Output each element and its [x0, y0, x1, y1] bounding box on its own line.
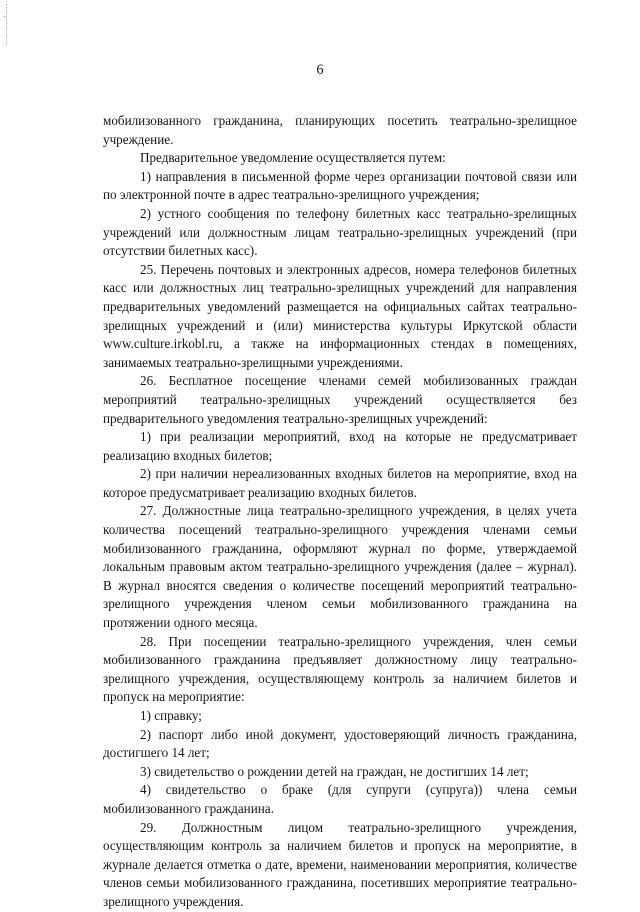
paragraph-clause-27: 27. Должностные лица театрально-зрелищного учреждения, в целях учета количества посещений театрально-зрелищного учреждения членами семьи мобилизованного гражданина, оформляют журнал по форме, утверждаемой локальным правовым актом театрально-зрелищного учреждения (далее – журнал). В журнал вносятся сведения о количестве посещений мероприятий театрально-зрелищного учреждения членом семьи мобилизованного гражданина на протяжении одного месяца. — [103, 503, 577, 631]
paragraph-clause-28-item-3: 3) свидетельство о рождении детей на граждан, не достигших 14 лет; — [140, 763, 529, 779]
paragraph-clause-26: 26. Бесплатное посещение членами семей мобилизованных граждан мероприятий театрально-зрелищных учреждений осуществляется без предварительного уведомления театрально-зрелищных учреждений: — [103, 373, 577, 426]
paragraph-clause-28-item-1: 1) справку; — [140, 708, 202, 723]
scan-margin-tick — [3, 16, 7, 17]
paragraph-clause-28: 28. При посещении театрально-зрелищного учреждения, член семьи мобилизованного гражданина предъявляет должностному лицу театрально-зрелищного учреждения, осуществляющему контроль за наличием билетов и пропуск на мероприятие: — [103, 633, 577, 705]
paragraph-clause-26-item-2: 2) при наличии нереализованных входных билетов на мероприятие, вход на которое предусматривает реализацию входных билетов. — [103, 466, 577, 500]
paragraph-clause-26-item-1: 1) при реализации мероприятий, вход на которые не предусматривает реализацию входных билетов; — [103, 429, 577, 463]
page-number: 6 — [316, 62, 324, 78]
paragraph-notice-methods: Предварительное уведомление осуществляется путем: — [140, 150, 446, 166]
scan-margin-mark — [6, 4, 8, 44]
paragraph-method-2: 2) устного сообщения по телефону билетных касс театрально-зрелищных учреждений или должностным лицам театрально-зрелищных учреждений (при отсутствии билетных касс). — [103, 205, 577, 259]
document-body — [103, 112, 577, 912]
paragraph-method-1: 1) направления в письменной форме через организации почтовой связи или по электронной почте в адрес театрально-зрелищного учреждения; — [103, 168, 577, 203]
paragraph-clause-28-item-4: 4) свидетельство о браке (для супруги (супруга)) члена семьи мобилизованного гражданина. — [103, 782, 577, 816]
paragraph-clause-28-item-2: 2) паспорт либо иной документ, удостоверяющий личность гражданина, достигшего 14 лет; — [103, 726, 577, 761]
paragraph-clause-25: 25. Перечень почтовых и электронных адресов, номера телефонов билетных касс или должностных лиц театрально-зрелищных учреждений для направления предварительных уведомлений размещается на официальных сайтах театрально-зрелищных учреждений и (или) министерства культуры Иркутской области www.culture.irkobl.ru, а также на информационных стендах в помещениях, занимаемых театрально-зрелищными учреждениями. — [103, 261, 577, 370]
paragraph-continuation: мобилизованного гражданина, планирующих посетить театрально-зрелищное учреждение. — [103, 113, 577, 147]
paragraph-clause-29: 29. Должностным лицом театрально-зрелищного учреждения, осуществляющим контроль за наличием билетов и пропуск на мероприятие, в журнале делается отметка о дате, времени, наименовании мероприятия, количестве членов семьи мобилизованного гражданина, посетивших мероприятие театрально-зрелищного учреждения. — [103, 819, 577, 909]
